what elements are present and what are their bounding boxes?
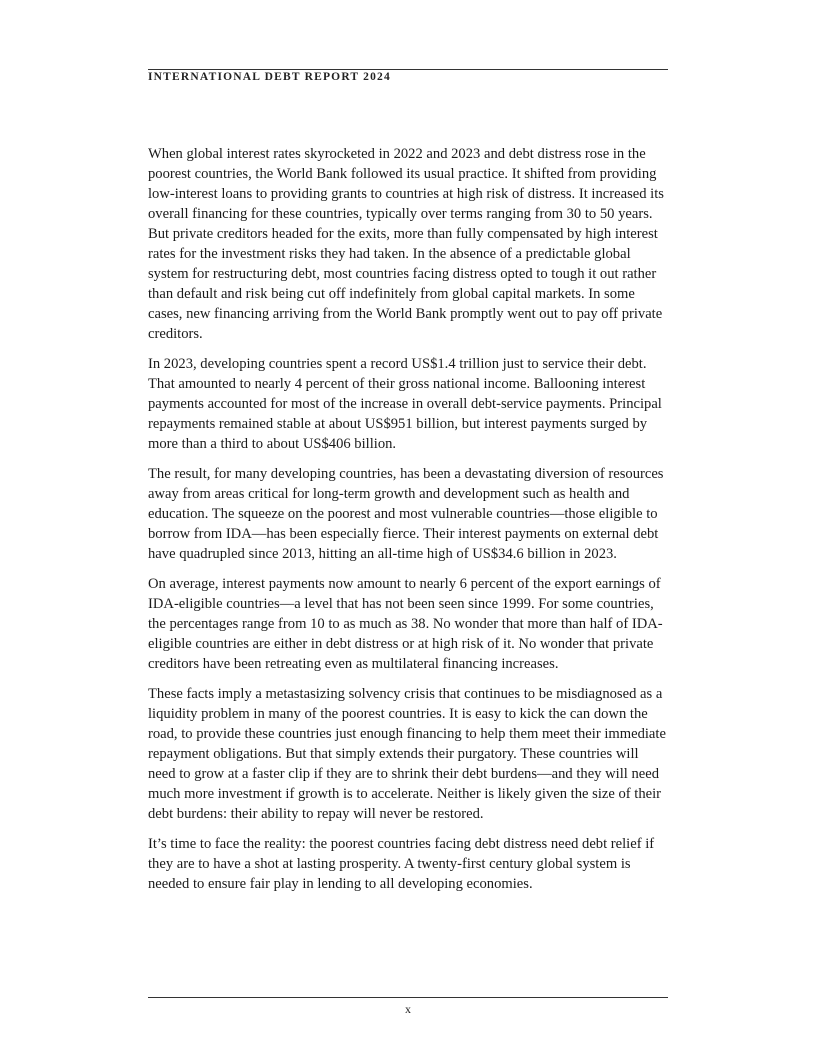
paragraph-1: When global interest rates skyrocketed in 2022 and 2023 and debt distress rose in the poorest countries, the World Bank followed its usual practice. It shifted from providing low-interest loans to providing grants to countries at high risk of distress. It increased its overall financing for these countries, typically over terms ranging from 30 to 50 years. But private creditors headed for the exits, more than fully compensated by high interest rates for the investment risks they had taken. In the absence of a predictable global system for restructuring debt, most countries facing distress opted to tough it out rather than default and risk being cut off indefinitely from global capital markets. In some cases, new financing arriving from the World Bank promptly went out to pay off private creditors. [148,146,664,342]
footer-rule [148,997,668,998]
paragraph-3: The result, for many developing countries, has been a devastating diversion of resources away from areas critical for long-term growth and development such as health and education. The squeeze on the poorest and most vulnerable countries—those eligible to borrow from IDA—has been especially fierce. Their interest payments on external debt have quadrupled since 2013, hitting an all-time high of US$34.6 billion in 2023. [148,466,664,562]
paragraph-5: These facts imply a metastasizing solvency crisis that continues to be misdiagnosed as a liquidity problem in many of the poorest countries. It is easy to kick the can down the road, to provide these countries just enough financing to help them meet their immediate repayment obligations. But that simply extends their purgatory. These countries will need to grow at a faster clip if they are to shrink their debt burdens—and they will need much more investment if growth is to accelerate. Neither is likely given the size of their debt burdens: their ability to repay will never be restored. [148,686,666,822]
header-rule [148,69,668,70]
paragraph-2: In 2023, developing countries spent a record US$1.4 trillion just to service their debt. That amounted to nearly 4 percent of their gross national income. Ballooning interest payments accounted for most of the increase in overall debt-service payments. Principal repayments remained stable at about US$951 billion, but interest payments surged by more than a third to about US$406 billion. [148,356,662,452]
paragraph-4: On average, interest payments now amount to nearly 6 percent of the export earnings of IDA-eligible countries—a level that has not been seen since 1999. For some countries, the percentages range from 10 to as much as 38. No wonder that more than half of IDA-eligible countries are either in debt distress or at high risk of it. No wonder that private creditors have been retreating even as multilateral financing increases. [148,576,663,672]
running-head-title: INTERNATIONAL DEBT REPORT 2024 [148,71,391,83]
page-number: x [405,1002,411,1016]
body-text [148,144,668,904]
paragraph-6: It’s time to face the reality: the poorest countries facing debt distress need debt relief if they are to have a shot at lasting prosperity. A twenty-first century global system is needed to ensure fair play in lending to all developing economies. [148,836,655,892]
